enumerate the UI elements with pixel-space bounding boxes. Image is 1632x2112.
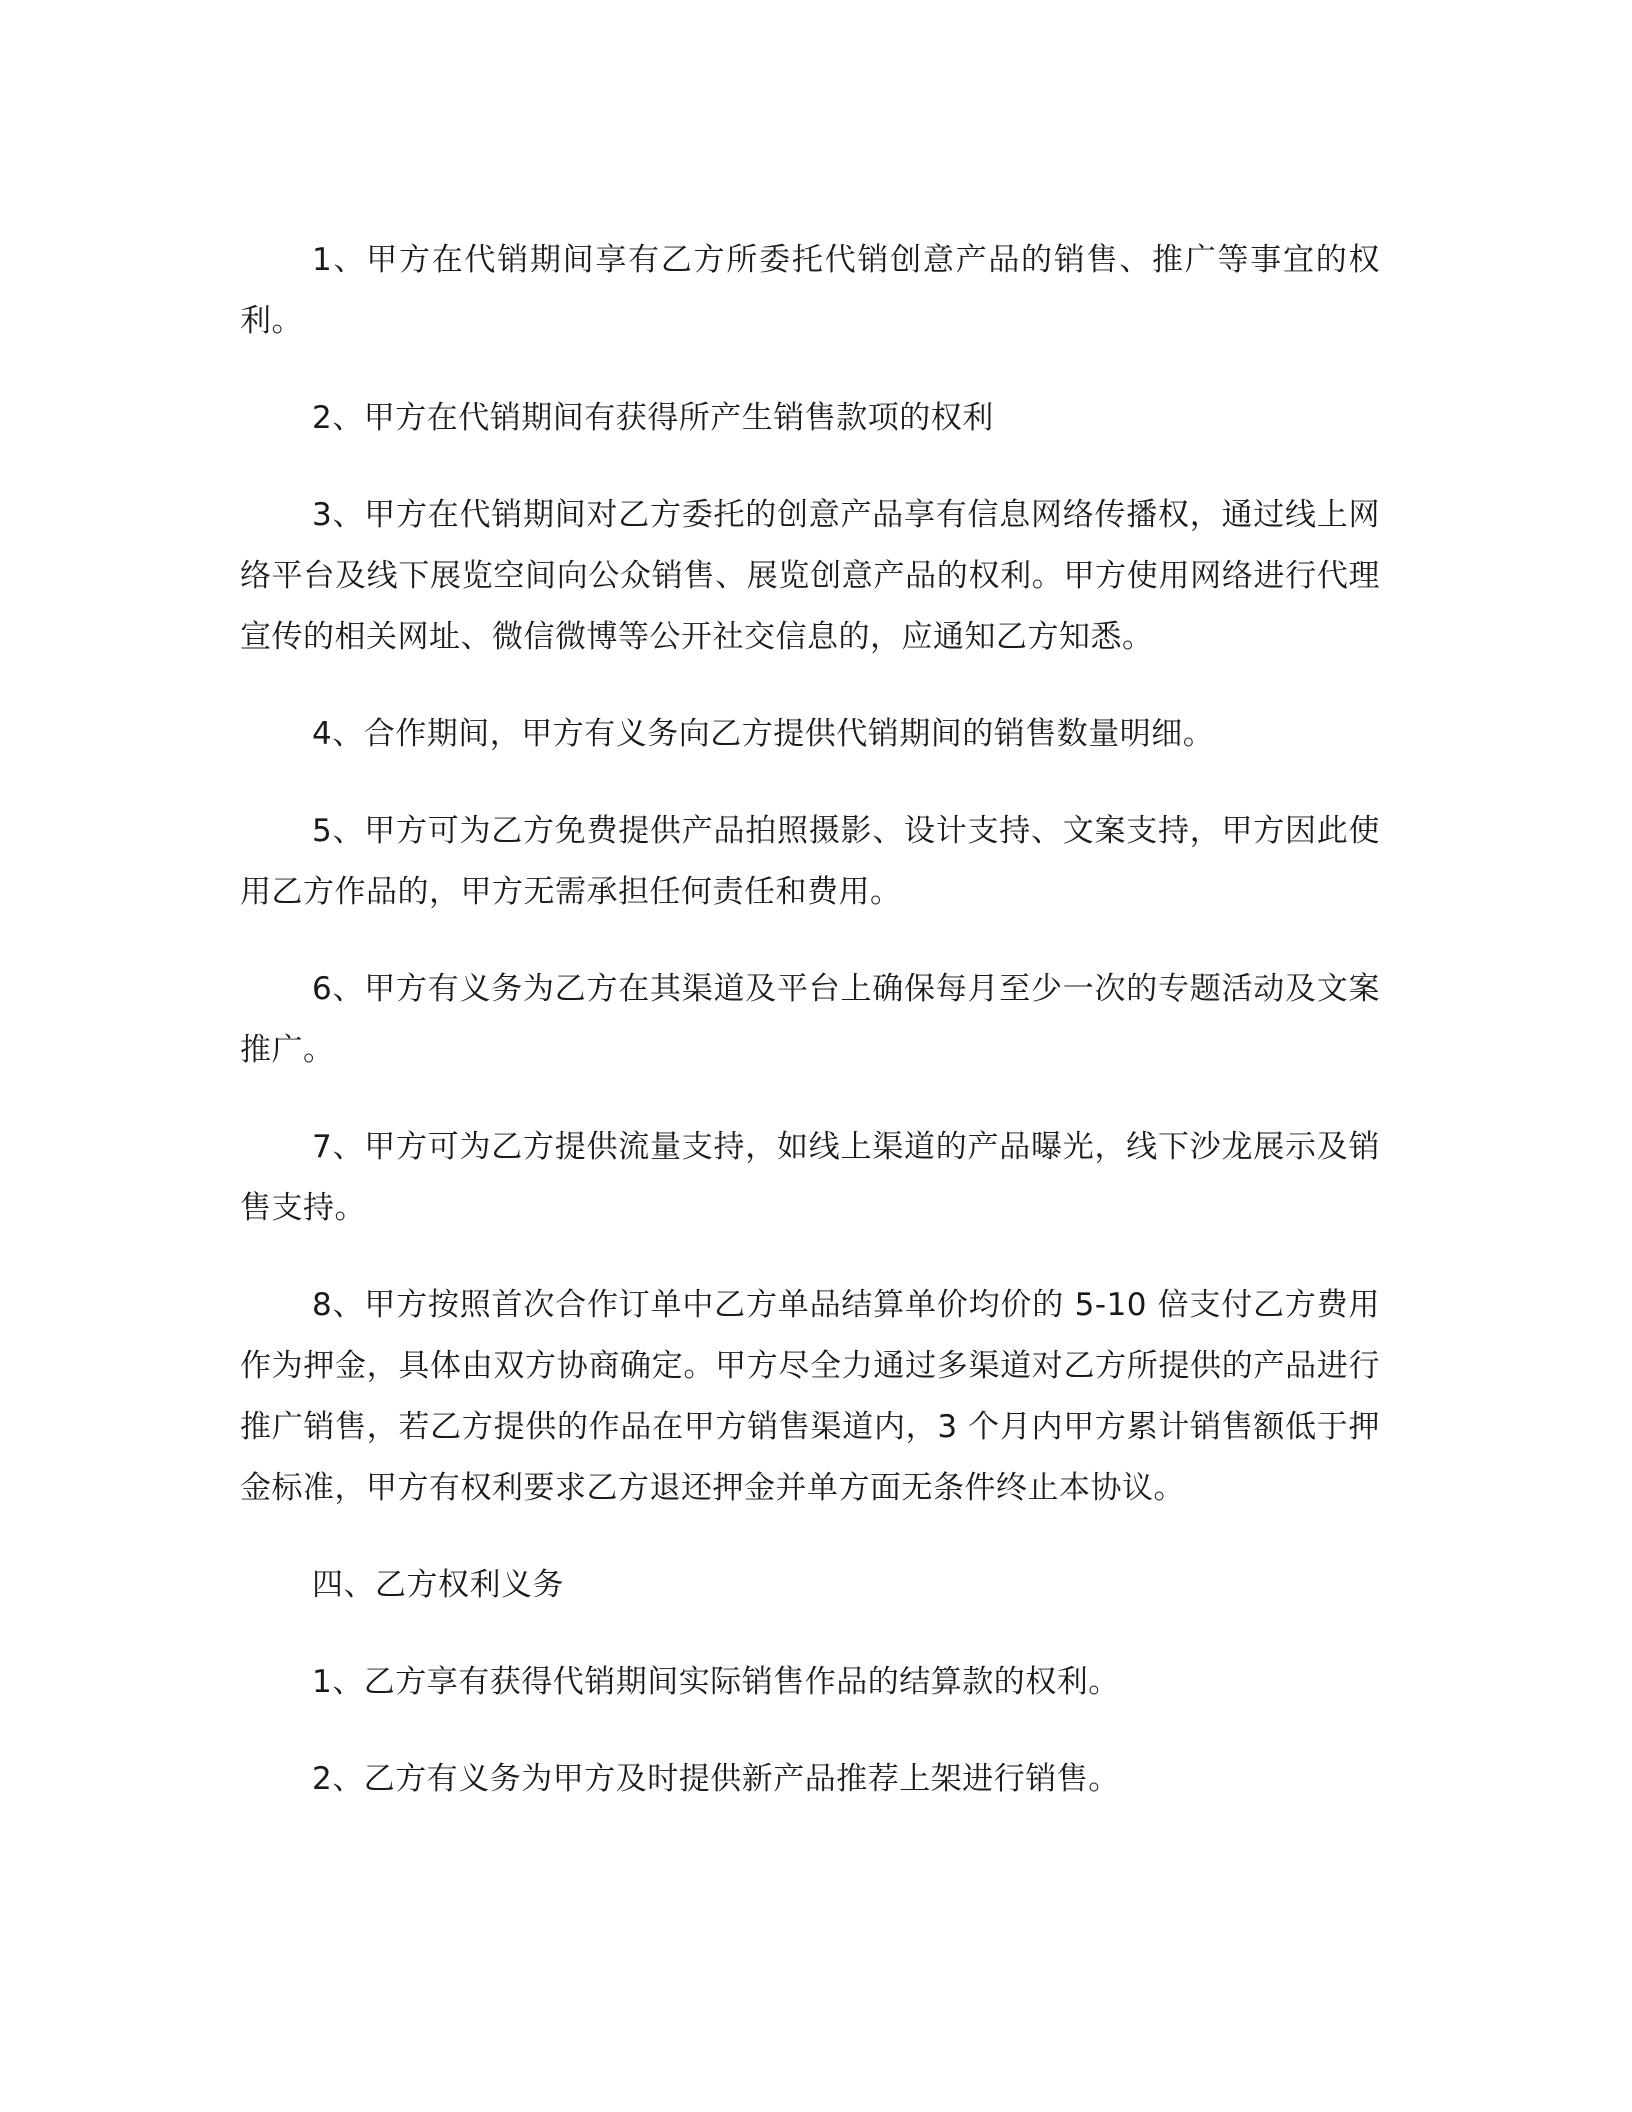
paragraph-party-a-duty-8: 8、甲方按照首次合作订单中乙方单品结算单价均价的 5-10 倍支付乙方费用作为押金，具体由双方协商确定。甲方尽全力通过多渠道对乙方所提供的产品进行推广销售，若乙方提供的作品在甲方销售渠道内，3 个月内甲方累计销售额低于押金标准，甲方有权利要求乙方退还押金并单方面无条件终止本协议。 bbox=[240, 1287, 1380, 1506]
paragraph-party-a-right-1: 1、甲方在代销期间享有乙方所委托代销创意产品的销售、推广等事宜的权利。 bbox=[240, 242, 1380, 339]
paragraph-party-a-right-2: 2、甲方在代销期间有获得所产生销售款项的权利 bbox=[312, 400, 994, 436]
paragraph-party-a-duty-7: 7、甲方可为乙方提供流量支持，如线上渠道的产品曝光，线下沙龙展示及销售支持。 bbox=[240, 1129, 1380, 1226]
paragraph-party-b-duty-2: 2、乙方有义务为甲方及时提供新产品推荐上架进行销售。 bbox=[312, 1761, 1120, 1797]
paragraph-party-a-duty-4: 4、合作期间，甲方有义务向乙方提供代销期间的销售数量明细。 bbox=[312, 716, 1215, 752]
section-heading-party-b: 四、乙方权利义务 bbox=[312, 1567, 564, 1603]
paragraph-party-a-right-3: 3、甲方在代销期间对乙方委托的创意产品享有信息网络传播权，通过线上网络平台及线下展览空间向公众销售、展览创意产品的权利。甲方使用网络进行代理宣传的相关网址、微信微博等公开社交信息的，应通知乙方知悉。 bbox=[240, 497, 1380, 655]
paragraph-party-a-duty-6: 6、甲方有义务为乙方在其渠道及平台上确保每月至少一次的专题活动及文案推广。 bbox=[240, 971, 1380, 1068]
paragraph-party-b-right-1: 1、乙方享有获得代销期间实际销售作品的结算款的权利。 bbox=[312, 1664, 1120, 1700]
paragraph-party-a-duty-5: 5、甲方可为乙方免费提供产品拍照摄影、设计支持、文案支持，甲方因此使用乙方作品的，甲方无需承担任何责任和费用。 bbox=[240, 813, 1380, 910]
document-body bbox=[240, 230, 1380, 1846]
